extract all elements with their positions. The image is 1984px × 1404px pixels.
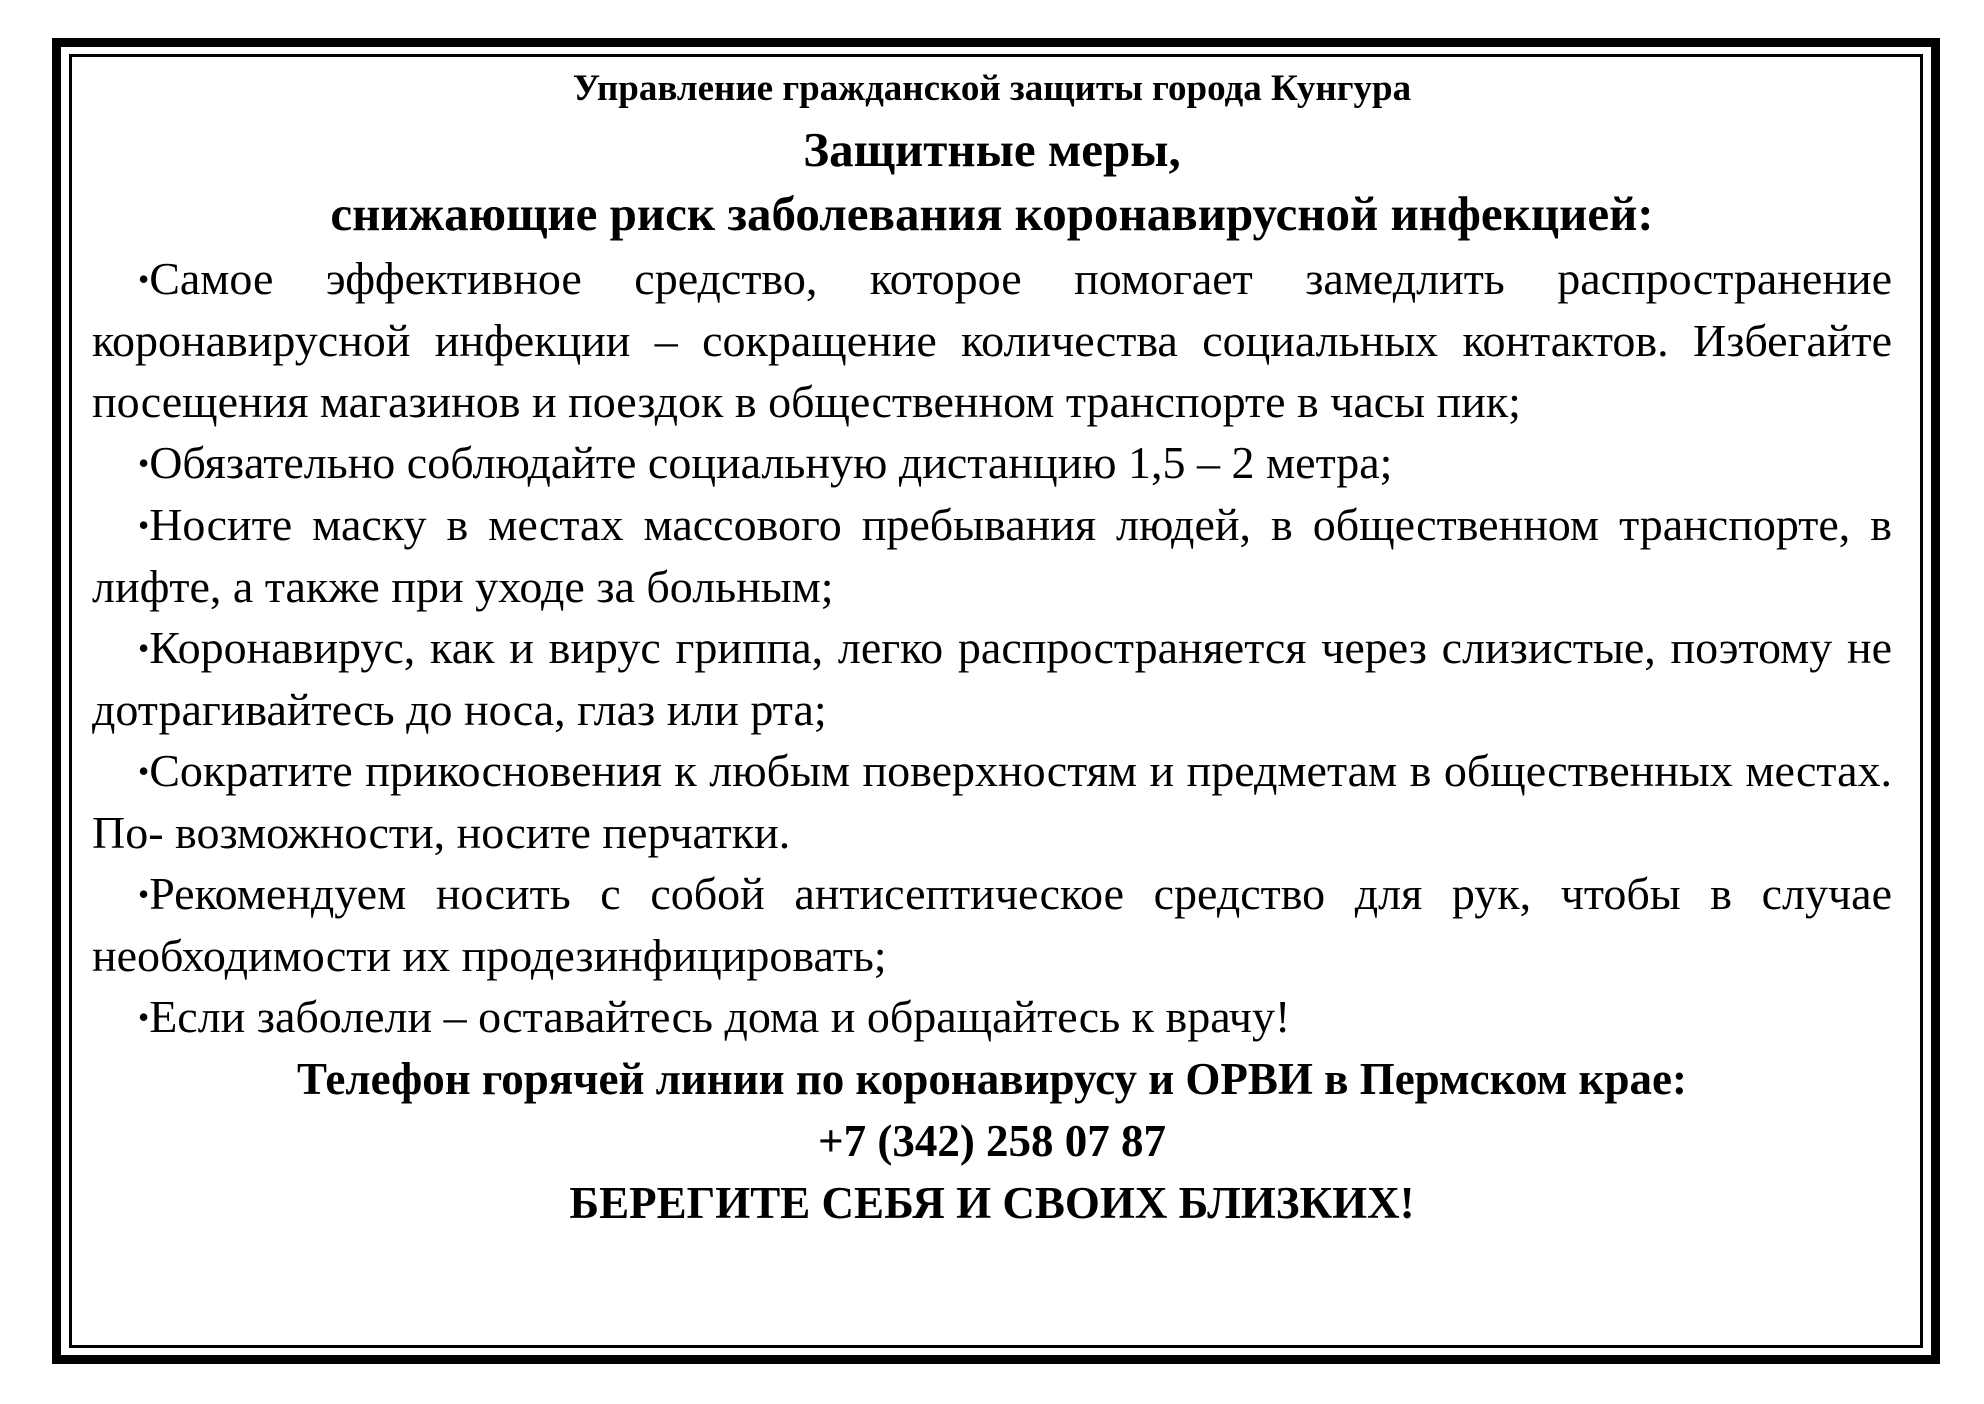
bullet-icon: • [138, 630, 150, 666]
list-item [92, 617, 1892, 740]
bullet-icon: • [138, 753, 150, 789]
list-item [92, 432, 1892, 494]
bullet-icon: • [138, 261, 150, 297]
list-item-text: Рекомендуем носить с собой антисептическое средство для рук, чтобы в случае необходимости их продезинфицировать; [92, 868, 1892, 981]
bullet-icon: • [138, 999, 150, 1035]
closing-slogan: БЕРЕГИТЕ СЕБЯ И СВОИХ БЛИЗКИХ! [569, 1178, 1415, 1228]
hotline-label: Телефон горячей линии по коронавирусу и ОРВИ в Пермском крае: [297, 1054, 1687, 1104]
list-item-text: Носите маску в местах массового пребывания людей, в общественном транспорте, в лифте, а также при уходе за больным; [92, 499, 1892, 612]
list-item-text: Сократите прикосновения к любым поверхностям и предметам в общественных местах. По- возможности, носите перчатки. [92, 745, 1892, 858]
bullet-icon: • [138, 445, 150, 481]
list-item [92, 248, 1892, 432]
hotline-phone: +7 (342) 258 07 87 [817, 1116, 1167, 1166]
list-item [92, 863, 1892, 986]
bullet-icon: • [138, 507, 150, 543]
list-item [92, 494, 1892, 617]
title-line-1: Защитные меры, [803, 122, 1181, 177]
list-item [92, 740, 1892, 863]
notice-content [92, 60, 1892, 1234]
bullet-icon: • [138, 876, 150, 912]
title-line-2: снижающие риск заболевания коронавирусной инфекцией: [330, 186, 1654, 241]
list-item-text: Коронавирус, как и вирус гриппа, легко распространяется через слизистые, поэтому не дотрагивайтесь до носа, глаз или рта; [92, 622, 1892, 735]
list-item-text: Обязательно соблюдайте социальную дистанцию 1,5 – 2 метра; [149, 437, 1393, 488]
measures-list [92, 248, 1892, 1048]
list-item-text: Если заболели – оставайтесь дома и обращайтесь к врачу! [149, 991, 1291, 1042]
list-item [92, 986, 1892, 1048]
list-item-text: Самое эффективное средство, которое помогает замедлить распространение коронавирусной инфекции – сокращение количества социальных контактов. Избегайте посещения магазинов и поездок в общественном транспорте в часы пик; [92, 253, 1892, 427]
organization-name: Управление гражданской защиты города Кунгура [572, 68, 1412, 109]
